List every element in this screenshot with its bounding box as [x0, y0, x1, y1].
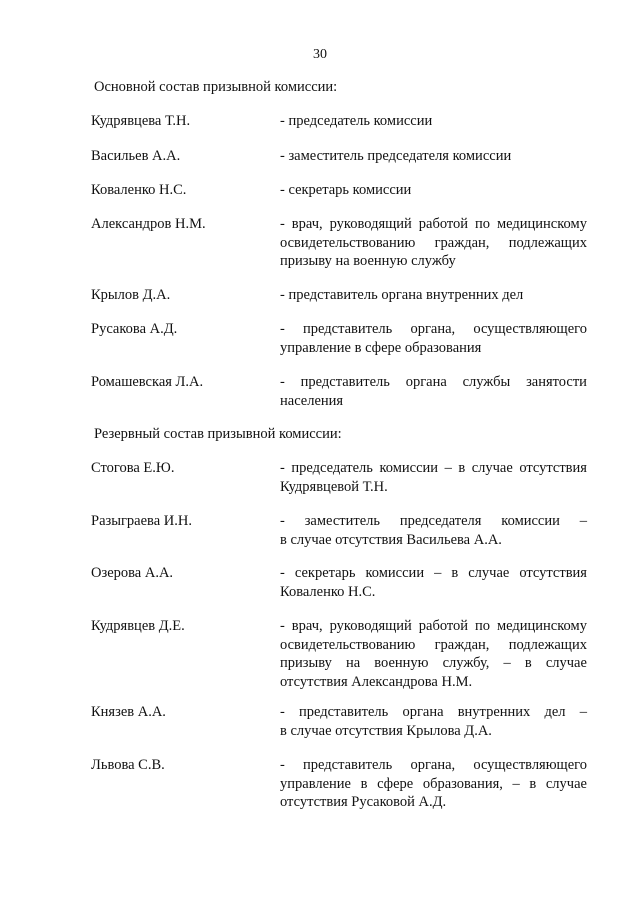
member-name: Александров Н.М. — [91, 216, 206, 232]
role-line: освидетельствованию граждан, подлежащих — [280, 234, 587, 251]
member-name: Васильев А.А. — [91, 148, 181, 164]
role-line: управление в сфере образования, – в случае — [280, 775, 587, 792]
member-role — [280, 564, 587, 601]
role-line: - представитель органа внутренних дел – — [280, 704, 587, 720]
member-role — [280, 617, 587, 691]
role-line: - врач, руководящий работой по медицинскому — [280, 216, 587, 232]
role-line: Коваленко Н.С. — [280, 583, 376, 600]
role-line: - представитель органа внутренних дел — [280, 287, 524, 303]
role-line: Кудрявцевой Т.Н. — [280, 478, 388, 495]
member-name: Ромашевская Л.А. — [91, 374, 204, 390]
member-role — [280, 147, 587, 166]
member-name: Князев А.А. — [91, 704, 166, 720]
role-line: - представитель органа, осуществляющего — [280, 757, 587, 773]
role-line: в случае отсутствия Васильева А.А. — [280, 531, 502, 548]
role-line: отсутствия Александрова Н.М. — [280, 673, 473, 690]
role-line: - врач, руководящий работой по медицинскому — [280, 618, 587, 634]
main-composition-heading: Основной состав призывной комиссии: — [94, 79, 338, 95]
role-line: призыву на военную службу, – в случае — [280, 655, 587, 671]
page-number: 30 — [313, 47, 327, 62]
member-role — [280, 373, 587, 410]
member-role — [280, 756, 587, 812]
role-line: освидетельствованию граждан, подлежащих — [280, 636, 587, 653]
role-line: управление в сфере образования — [280, 339, 482, 356]
member-role — [280, 286, 587, 305]
role-line: - представитель органа, осуществляющего — [280, 321, 587, 337]
role-line: - заместитель председателя комиссии — [280, 148, 512, 164]
member-role — [280, 181, 587, 200]
member-role — [280, 215, 587, 271]
role-line: - председатель комиссии — [280, 113, 433, 129]
member-name: Стогова Е.Ю. — [91, 460, 175, 476]
member-role — [280, 459, 587, 496]
member-role — [280, 703, 587, 740]
member-role — [280, 512, 587, 549]
role-line: - секретарь комиссии – в случае отсутствия — [280, 565, 587, 581]
role-line: населения — [280, 392, 344, 409]
reserve-composition-heading: Резервный состав призывной комиссии: — [94, 426, 342, 442]
member-name: Львова С.В. — [91, 757, 165, 773]
member-name: Разыграева И.Н. — [91, 513, 192, 529]
role-line: - председатель комиссии – в случае отсутствия — [280, 460, 587, 476]
role-line: в случае отсутствия Крылова Д.А. — [280, 722, 492, 739]
member-name: Русакова А.Д. — [91, 321, 178, 337]
member-name: Коваленко Н.С. — [91, 182, 187, 198]
member-name: Крылов Д.А. — [91, 287, 171, 303]
member-role — [280, 320, 587, 357]
member-role — [280, 112, 587, 131]
role-line: призыву на военную службу — [280, 253, 456, 269]
role-line: - секретарь комиссии — [280, 182, 412, 198]
member-name: Озерова А.А. — [91, 565, 174, 581]
member-name: Кудрявцева Т.Н. — [91, 113, 191, 129]
member-name: Кудрявцев Д.Е. — [91, 618, 185, 634]
role-line: отсутствия Русаковой А.Д. — [280, 794, 447, 810]
role-line: - заместитель председателя комиссии – — [280, 513, 587, 529]
role-line: - представитель органа службы занятости — [280, 374, 587, 390]
